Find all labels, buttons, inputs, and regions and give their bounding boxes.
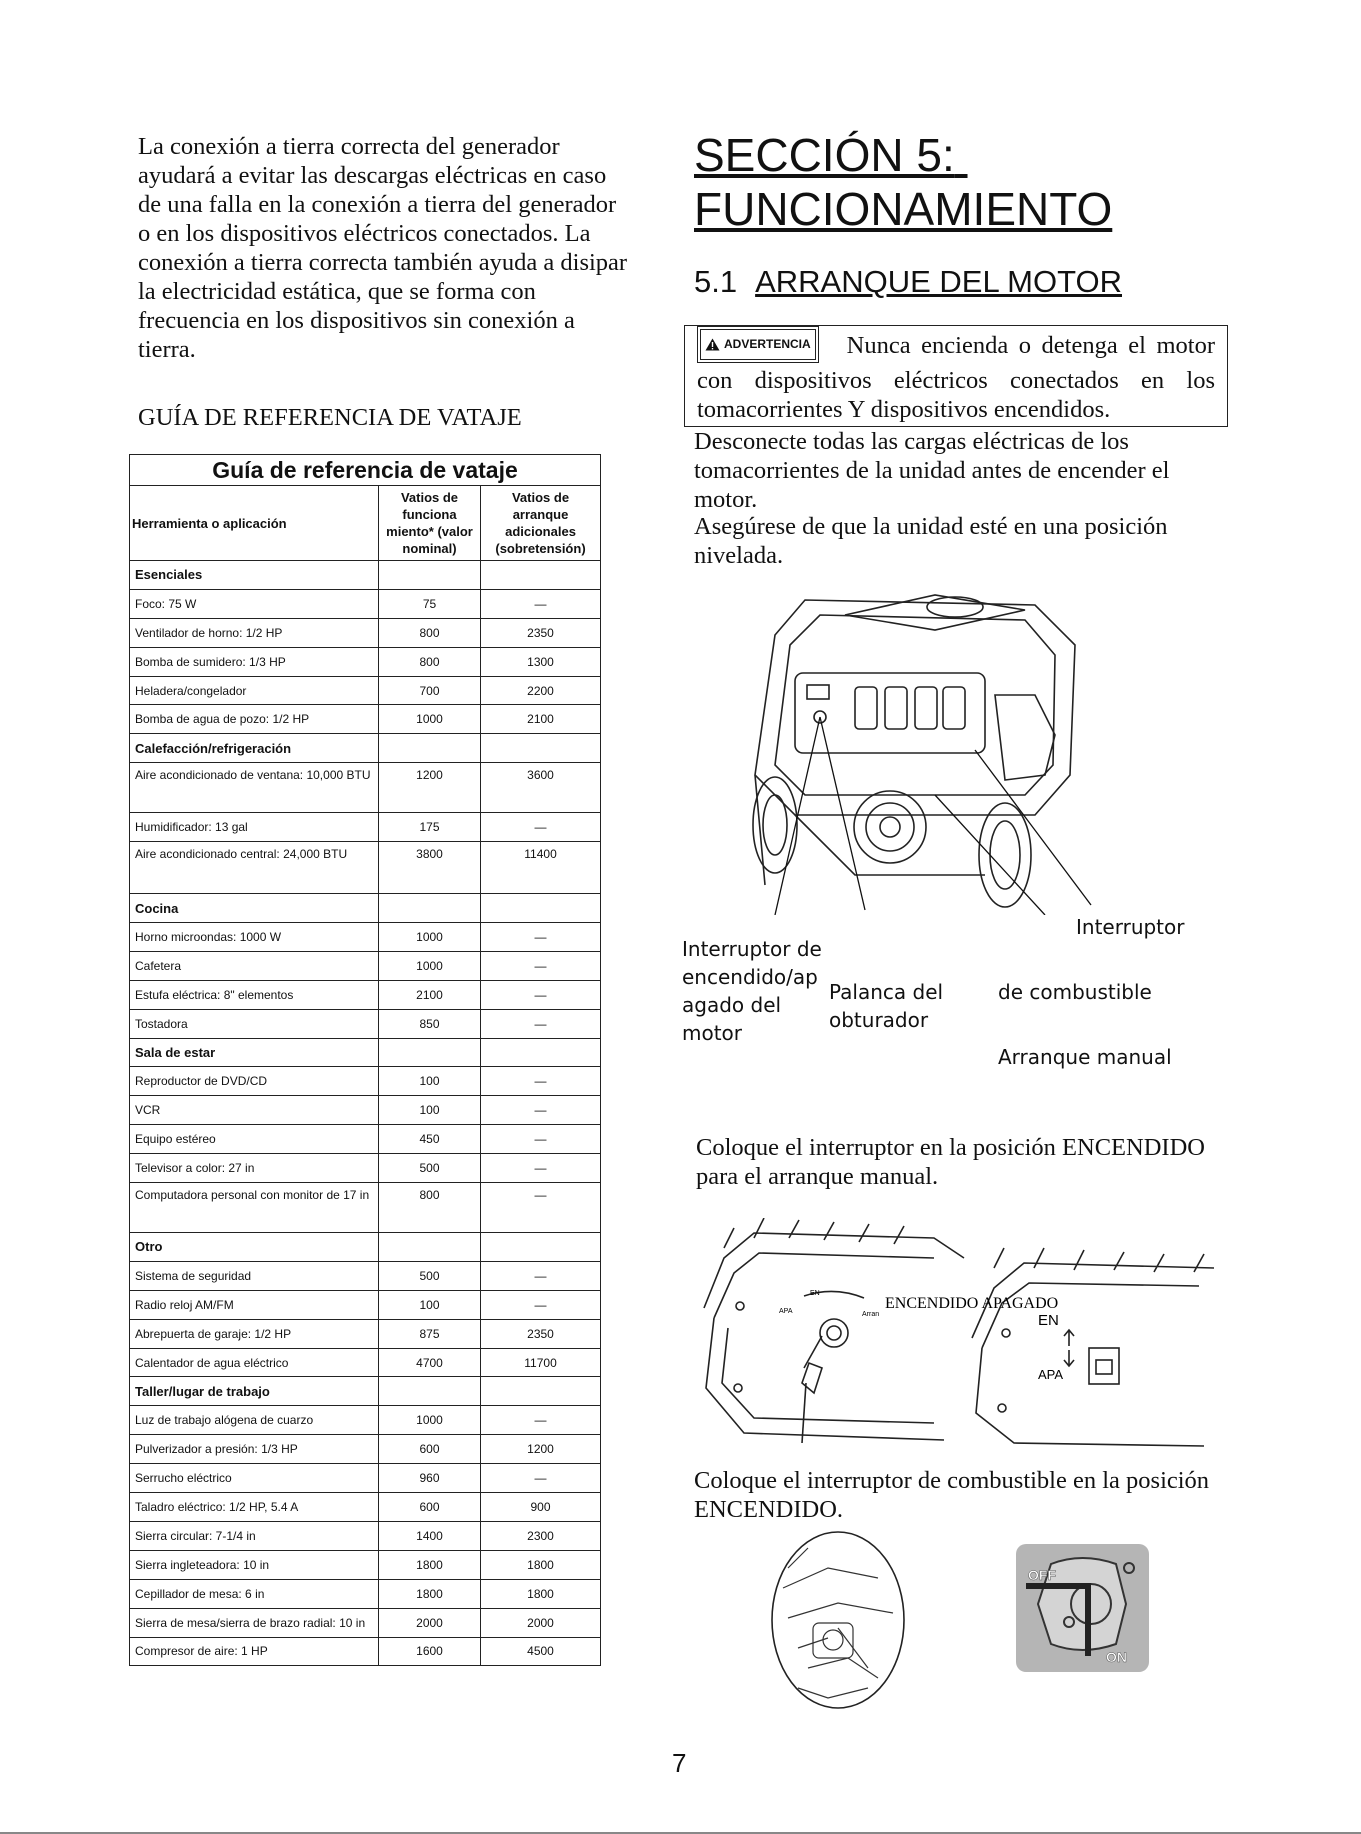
running-watts-cell: 500 <box>379 1261 481 1290</box>
tool-cell: VCR <box>130 1096 379 1125</box>
running-watts-cell: 1000 <box>379 951 481 980</box>
table-row <box>130 1608 601 1637</box>
power-switch-label-line4: motor <box>682 1021 743 1045</box>
table-row <box>130 1096 601 1125</box>
warning-triangle-icon <box>705 338 720 351</box>
table-category-row <box>130 1377 601 1406</box>
tool-cell: Aire acondicionado central: 24,000 BTU <box>130 842 379 894</box>
tool-cell: Bomba de agua de pozo: 1/2 HP <box>130 705 379 734</box>
table-row <box>130 589 601 618</box>
table-row <box>130 813 601 842</box>
wattage-guide-heading: GUÍA DE REFERENCIA DE VATAJE <box>138 404 522 431</box>
warning-badge <box>697 326 819 363</box>
power-switch-label-line2: encendido/ap <box>682 965 818 989</box>
starting-watts-cell: — <box>481 813 601 842</box>
warning-text: Nunca encienda o detenga el motor con dispositivos eléctricos conectados en los tomacorrientes Y dispositivos encendidos. <box>697 332 1215 423</box>
starting-watts-cell: — <box>481 1154 601 1183</box>
fuel-valve-lever-icon <box>1016 1544 1149 1672</box>
starting-watts-cell: — <box>481 1261 601 1290</box>
starting-watts-cell: 900 <box>481 1493 601 1522</box>
starting-watts-cell: — <box>481 1096 601 1125</box>
running-watts-cell: 1000 <box>379 1406 481 1435</box>
starting-watts-cell <box>481 561 601 590</box>
switch-en-small: EN <box>810 1290 820 1297</box>
running-watts-cell: 2100 <box>379 980 481 1009</box>
table-category-row <box>130 561 601 590</box>
tool-cell: Sala de estar <box>130 1038 379 1067</box>
starting-watts-cell: 11400 <box>481 842 601 894</box>
starting-watts-cell: 2300 <box>481 1521 601 1550</box>
tool-cell: Otro <box>130 1233 379 1262</box>
starting-watts-cell: 2200 <box>481 676 601 705</box>
tool-cell: Estufa eléctrica: 8" elementos <box>130 980 379 1009</box>
subsection-number: 5.1 <box>694 264 738 299</box>
warning-box <box>684 325 1228 427</box>
running-watts-cell <box>379 894 481 923</box>
running-watts-cell: 600 <box>379 1493 481 1522</box>
level-instruction: Asegúrese de que la unidad esté en una posición nivelada. <box>694 513 1168 569</box>
disconnect-instruction: Desconecte todas las cargas eléctricas de los tomacorrientes de la unidad antes de encender el motor. <box>694 428 1170 513</box>
choke-label-line2: obturador <box>829 1008 929 1032</box>
switch-arran-small: Arran <box>862 1311 880 1318</box>
starting-watts-cell: 11700 <box>481 1348 601 1377</box>
running-watts-cell: 1200 <box>379 763 481 813</box>
starting-watts-cell: 2350 <box>481 1319 601 1348</box>
tool-cell: Taladro eléctrico: 1/2 HP, 5.4 A <box>130 1493 379 1522</box>
running-watts-cell: 875 <box>379 1319 481 1348</box>
table-row <box>130 676 601 705</box>
running-watts-cell: 100 <box>379 1096 481 1125</box>
section-title-line1: SECCIÓN 5: <box>694 129 955 181</box>
starting-watts-cell: — <box>481 1464 601 1493</box>
table-row <box>130 647 601 676</box>
switch-apa-label: APA <box>1038 1367 1064 1382</box>
tool-cell: Sierra ingleteadora: 10 in <box>130 1550 379 1579</box>
table-category-row <box>130 894 601 923</box>
starting-watts-cell: 1800 <box>481 1550 601 1579</box>
running-watts-cell <box>379 1377 481 1406</box>
starting-watts-cell: 1300 <box>481 647 601 676</box>
starting-watts-cell: — <box>481 1009 601 1038</box>
table-row <box>130 1154 601 1183</box>
running-watts-cell: 600 <box>379 1435 481 1464</box>
starting-watts-cell: 2000 <box>481 1608 601 1637</box>
subsection-text: ARRANQUE DEL MOTOR <box>755 264 1122 299</box>
choke-lever-label <box>829 978 943 1034</box>
running-watts-cell: 1600 <box>379 1637 481 1666</box>
running-watts-cell: 1800 <box>379 1579 481 1608</box>
starting-watts-cell: 3600 <box>481 763 601 813</box>
tool-cell: Cepillador de mesa: 6 in <box>130 1579 379 1608</box>
table-row <box>130 1183 601 1233</box>
power-switch-label <box>682 935 822 1047</box>
tool-cell: Compresor de aire: 1 HP <box>130 1637 379 1666</box>
tool-cell: Luz de trabajo alógena de cuarzo <box>130 1406 379 1435</box>
switch-apa-small: APA <box>779 1308 793 1315</box>
fuel-switch-instruction: Coloque el interruptor de combustible en la posición ENCENDIDO. <box>694 1467 1210 1523</box>
subsection-title <box>694 264 1204 300</box>
starting-watts-cell: 2100 <box>481 705 601 734</box>
on-off-caption: ENCENDIDO APAGADO <box>885 1295 1059 1312</box>
running-watts-cell: 175 <box>379 813 481 842</box>
starting-watts-cell: 1200 <box>481 1435 601 1464</box>
table-row <box>130 1637 601 1666</box>
tool-cell: Calentador de agua eléctrico <box>130 1348 379 1377</box>
tool-cell: Computadora personal con monitor de 17 in <box>130 1183 379 1233</box>
running-watts-cell: 1400 <box>379 1521 481 1550</box>
table-row <box>130 1406 601 1435</box>
running-watts-cell: 2000 <box>379 1608 481 1637</box>
table-row <box>130 923 601 952</box>
section-title-line2: FUNCIONAMIENTO <box>694 183 1113 235</box>
running-watts-cell <box>379 1233 481 1262</box>
running-watts-cell: 800 <box>379 618 481 647</box>
table-row <box>130 705 601 734</box>
starting-watts-cell: — <box>481 1067 601 1096</box>
starting-watts-cell: — <box>481 1406 601 1435</box>
table-row <box>130 980 601 1009</box>
running-watts-cell <box>379 1038 481 1067</box>
running-watts-cell: 800 <box>379 647 481 676</box>
fuel-switch-label-line2: de combustible <box>998 980 1152 1004</box>
table-row <box>130 1348 601 1377</box>
choke-label-line1: Palanca del <box>829 980 944 1004</box>
running-watts-cell: 100 <box>379 1067 481 1096</box>
valve-off-label: OFF <box>1028 1567 1056 1583</box>
starting-watts-cell: 2350 <box>481 618 601 647</box>
tool-cell: Humidificador: 13 gal <box>130 813 379 842</box>
table-row <box>130 1125 601 1154</box>
table-category-row <box>130 1233 601 1262</box>
table-row <box>130 951 601 980</box>
fuel-valve-diagram <box>1016 1544 1149 1672</box>
tool-cell: Sierra circular: 7-1/4 in <box>130 1521 379 1550</box>
valve-on-label: ON <box>1106 1649 1127 1665</box>
tool-cell: Sierra de mesa/sierra de brazo radial: 10 in <box>130 1608 379 1637</box>
page-number: 7 <box>672 1748 687 1778</box>
running-watts-cell: 75 <box>379 589 481 618</box>
starting-watts-cell <box>481 1233 601 1262</box>
table-row <box>130 1067 601 1096</box>
table-row <box>130 1521 601 1550</box>
tool-cell: Esenciales <box>130 561 379 590</box>
starting-watts-cell: 1800 <box>481 1579 601 1608</box>
power-switch-label-line1: Interruptor de <box>682 937 822 961</box>
running-watts-cell: 500 <box>379 1154 481 1183</box>
table-row <box>130 1550 601 1579</box>
table-category-row <box>130 1038 601 1067</box>
fuel-valve-closeup <box>768 1528 908 1713</box>
running-watts-cell: 4700 <box>379 1348 481 1377</box>
starting-watts-cell <box>481 1377 601 1406</box>
tool-cell: Cocina <box>130 894 379 923</box>
table-row <box>130 618 601 647</box>
running-watts-cell: 850 <box>379 1009 481 1038</box>
starting-watts-cell: — <box>481 1183 601 1233</box>
starting-watts-cell: — <box>481 589 601 618</box>
header-tool: Herramienta o aplicación <box>130 486 379 561</box>
table-title: Guía de referencia de vataje <box>130 455 601 486</box>
table-row <box>130 1009 601 1038</box>
tool-cell: Radio reloj AM/FM <box>130 1290 379 1319</box>
tool-cell: Aire acondicionado de ventana: 10,000 BTU <box>130 763 379 813</box>
table-row <box>130 1435 601 1464</box>
table-row <box>130 1290 601 1319</box>
tool-cell: Abrepuerta de garaje: 1/2 HP <box>130 1319 379 1348</box>
tool-cell: Ventilador de horno: 1/2 HP <box>130 618 379 647</box>
table-row <box>130 1579 601 1608</box>
table-row <box>130 1464 601 1493</box>
tool-cell: Taller/lugar de trabajo <box>130 1377 379 1406</box>
table-row <box>130 763 601 813</box>
tool-cell: Horno microondas: 1000 W <box>130 923 379 952</box>
running-watts-cell: 3800 <box>379 842 481 894</box>
tool-cell: Reproductor de DVD/CD <box>130 1067 379 1096</box>
table-category-row <box>130 734 601 763</box>
table-body <box>130 561 601 1666</box>
starting-watts-cell <box>481 734 601 763</box>
running-watts-cell: 100 <box>379 1290 481 1319</box>
tool-cell: Sistema de seguridad <box>130 1261 379 1290</box>
table-row <box>130 1319 601 1348</box>
tool-cell: Tostadora <box>130 1009 379 1038</box>
switch-illustration <box>694 1218 1234 1448</box>
tool-cell: Serrucho eléctrico <box>130 1464 379 1493</box>
starting-watts-cell: — <box>481 1290 601 1319</box>
running-watts-cell: 960 <box>379 1464 481 1493</box>
running-watts-cell: 1000 <box>379 705 481 734</box>
generator-illustration <box>735 575 1095 915</box>
table-row <box>130 1493 601 1522</box>
starting-watts-cell <box>481 894 601 923</box>
manual-start-instruction: Coloque el interruptor en la posición ENCENDIDO para el arranque manual. <box>696 1134 1205 1190</box>
power-switch-label-line3: agado del <box>682 993 782 1017</box>
running-watts-cell <box>379 734 481 763</box>
running-watts-cell: 1000 <box>379 923 481 952</box>
section-title <box>694 128 1204 236</box>
header-starting-watts: Vatios de arranque adicionales (sobretensión) <box>481 486 601 561</box>
tool-cell: Heladera/congelador <box>130 676 379 705</box>
starting-watts-cell: — <box>481 951 601 980</box>
table-row <box>130 1261 601 1290</box>
starting-watts-cell: — <box>481 980 601 1009</box>
tool-cell: Calefacción/refrigeración <box>130 734 379 763</box>
running-watts-cell: 450 <box>379 1125 481 1154</box>
running-watts-cell <box>379 561 481 590</box>
running-watts-cell: 700 <box>379 676 481 705</box>
starting-watts-cell: — <box>481 1125 601 1154</box>
tool-cell: Televisor a color: 27 in <box>130 1154 379 1183</box>
running-watts-cell: 1800 <box>379 1550 481 1579</box>
tool-cell: Bomba de sumidero: 1/3 HP <box>130 647 379 676</box>
wattage-reference-table <box>129 454 601 1666</box>
switch-en-label: EN <box>1038 1312 1059 1329</box>
tool-cell: Foco: 75 W <box>130 589 379 618</box>
tool-cell: Cafetera <box>130 951 379 980</box>
header-running-watts: Vatios de funciona miento* (valor nominal) <box>379 486 481 561</box>
grounding-paragraph: La conexión a tierra correcta del generador ayudará a evitar las descargas eléctricas en caso de una falla en la conexión a tierra del generador o en los dispositivos eléctricos conectados. La conexión a tierra correcta también ayuda a disipar la electricidad estática, que se forma con frecuencia en los dispositivos sin conexión a tierra. <box>138 133 628 363</box>
tool-cell: Pulverizador a presión: 1/3 HP <box>130 1435 379 1464</box>
tool-cell: Equipo estéreo <box>130 1125 379 1154</box>
starting-watts-cell: — <box>481 923 601 952</box>
running-watts-cell: 800 <box>379 1183 481 1233</box>
table-row <box>130 842 601 894</box>
recoil-start-label: Arranque manual <box>998 1045 1172 1069</box>
fuel-switch-label-line1: Interruptor <box>1076 915 1185 939</box>
starting-watts-cell <box>481 1038 601 1067</box>
warning-badge-label: ADVERTENCIA <box>724 337 811 351</box>
starting-watts-cell: 4500 <box>481 1637 601 1666</box>
